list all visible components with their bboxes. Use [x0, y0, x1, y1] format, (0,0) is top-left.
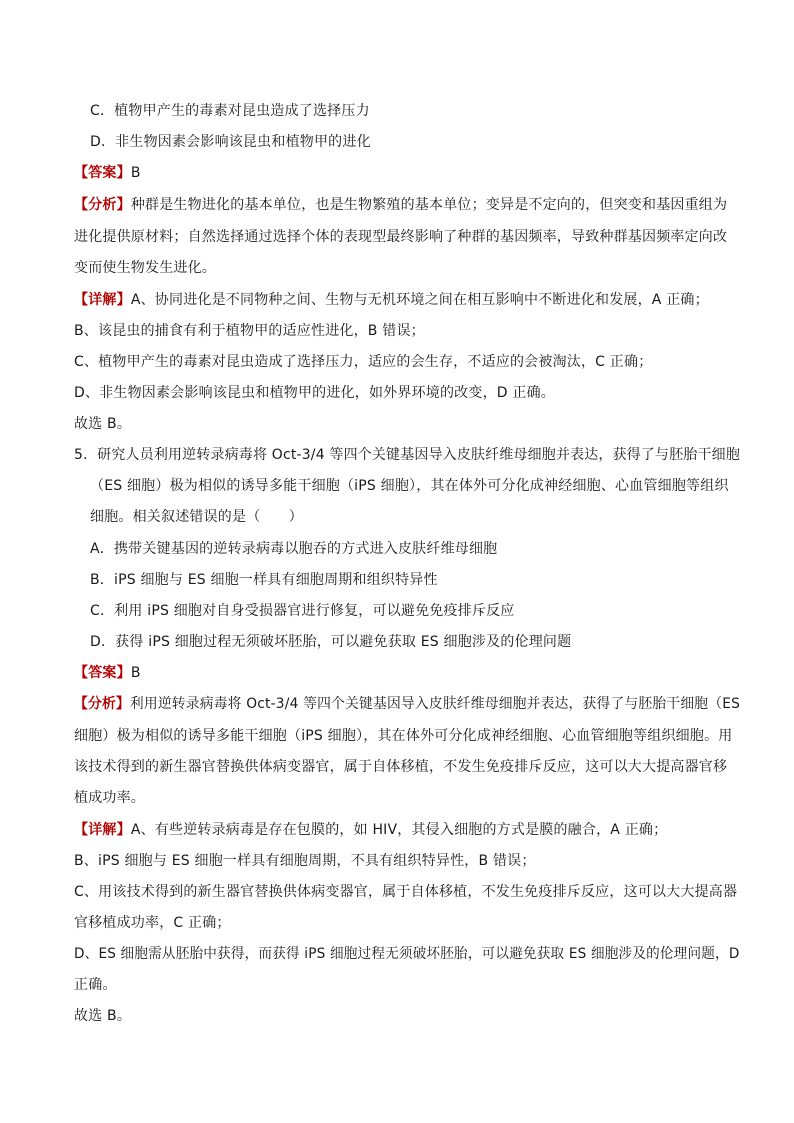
q4-detail-line-1 — [74, 291, 709, 309]
q4-detail-text-1: A、协同进化是不同物种之间、生物与无机环境之间在相互影响中不断进化和发展，A 正确； — [130, 292, 709, 308]
q5-detail-tag: 【详解】 — [74, 822, 131, 838]
q5-analysis-line-2: 细胞）极为相似的诱导多能干细胞（iPS 细胞），其在体外可分化成神经细胞、心血管细胞等组织细胞。用 — [74, 728, 733, 744]
q5-detail-line-4: 官移植成功率，C 正确； — [74, 915, 231, 931]
q5-analysis-tag: 【分析】 — [74, 696, 130, 712]
q5-detail-line-2: B、iPS 细胞与 ES 细胞一样具有细胞周期，不具有组织特异性，B 错误； — [74, 853, 536, 869]
q5-analysis-text-1: 利用逆转录病毒将 Oct-3/4 等四个关键基因导入皮肤纤维母细胞并表达，获得了与胚胎干细胞（ES — [129, 696, 741, 712]
q4-detail-line-2: B、该昆虫的捕食有利于植物甲的适应性进化，B 错误； — [74, 323, 425, 339]
q5-option-d: D．获得 iPS 细胞过程无须破坏胚胎，可以避免获取 ES 细胞涉及的伦理问题 — [90, 634, 572, 650]
q4-answer-value: B — [130, 165, 141, 181]
q4-detail-line-3: C、植物甲产生的毒素对昆虫造成了选择压力，适应的会生存，不适应的会被淘汰，C 正确； — [74, 354, 653, 370]
q5-answer-tag: 【答案】 — [74, 665, 131, 681]
q4-answer-tag: 【答案】 — [74, 165, 131, 181]
q5-detail-line-6: 正确。 — [74, 977, 117, 993]
q5-analysis-line-4: 植成功率。 — [74, 790, 145, 806]
q4-conclusion: 故选 B。 — [74, 416, 132, 432]
q5-answer-line — [74, 664, 141, 682]
q5-stem-line-3: 细胞。相关叙述错误的是（ ） — [90, 509, 303, 525]
q4-analysis-line-1 — [74, 196, 727, 214]
q5-detail-line-5: D、ES 细胞需从胚胎中获得，而获得 iPS 细胞过程无须破坏胚胎，可以避免获取 ES 细胞涉及的伦理问题，D — [74, 946, 740, 962]
q5-analysis-line-1 — [74, 695, 740, 713]
q4-analysis-line-3: 变而使生物发生进化。 — [74, 260, 216, 276]
q5-stem-line-2: （ES 细胞）极为相似的诱导多能干细胞（iPS 细胞），其在体外可分化成神经细胞、心血管细胞等组织 — [90, 478, 729, 494]
q5-detail-line-1 — [74, 821, 667, 839]
q4-answer-line — [74, 164, 141, 182]
q5-answer-value: B — [130, 665, 141, 681]
q5-stem-line-1: 5．研究人员利用逆转录病毒将 Oct-3/4 等四个关键基因导入皮肤纤维母细胞并表达，获得了与胚胎干细胞 — [74, 447, 740, 463]
q5-detail-line-3: C、用该技术得到的新生器官替换供体病变器官，属于自体移植，不发生免疫排斥反应，这可以大大提高器 — [74, 884, 738, 900]
q4-detail-tag: 【详解】 — [74, 292, 131, 308]
q4-analysis-text-1: 种群是生物进化的基本单位，也是生物繁殖的基本单位；变异是不定向的，但突变和基因重组为 — [130, 197, 728, 213]
q5-option-a: A．携带关键基因的逆转录病毒以胞吞的方式进入皮肤纤维母细胞 — [90, 541, 498, 557]
q4-detail-line-4: D、非生物因素会影响该昆虫和植物甲的进化，如外界环境的改变，D 正确。 — [74, 385, 556, 401]
q5-detail-text-1: A、有些逆转录病毒是存在包膜的，如 HIV，其侵入细胞的方式是膜的融合，A 正确； — [130, 822, 668, 838]
q4-option-d: D．非生物因素会影响该昆虫和植物甲的进化 — [90, 134, 371, 150]
q5-conclusion: 故选 B。 — [74, 1008, 132, 1024]
q5-analysis-line-3: 该技术得到的新生器官替换供体病变器官，属于自体移植，不发生免疫排斥反应，这可以大大提高器官移 — [74, 759, 728, 775]
q4-analysis-tag: 【分析】 — [74, 197, 131, 213]
q5-option-c: C．利用 iPS 细胞对自身受损器官进行修复，可以避免免疫排斥反应 — [90, 603, 515, 619]
q5-option-b: B．iPS 细胞与 ES 细胞一样具有细胞周期和组织特异性 — [90, 572, 438, 588]
q4-option-c: C．植物甲产生的毒素对昆虫造成了选择压力 — [90, 103, 370, 119]
q4-analysis-line-2: 进化提供原材料；自然选择通过选择个体的表现型最终影响了种群的基因频率，导致种群基因频率定向改 — [74, 229, 728, 245]
